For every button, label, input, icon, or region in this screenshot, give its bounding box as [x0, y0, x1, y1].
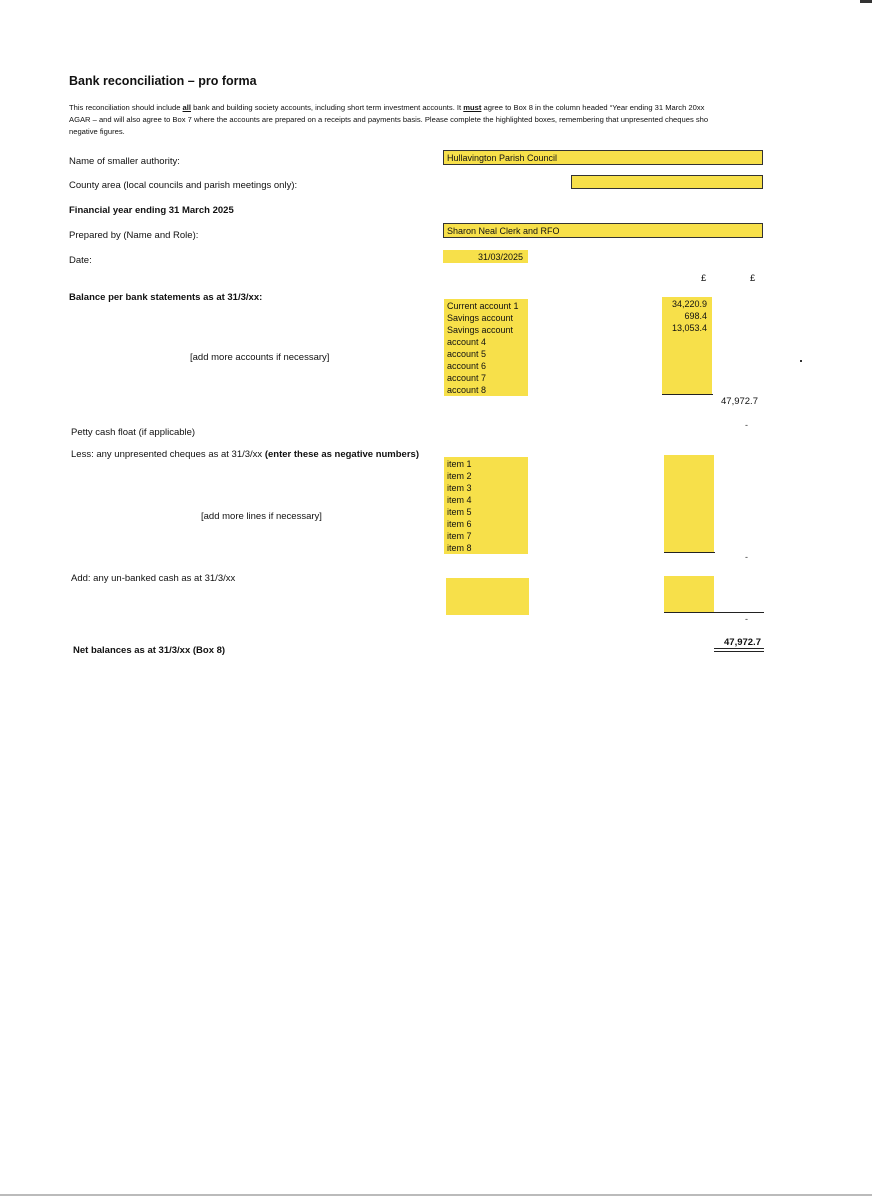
- account-name: account 4: [447, 337, 487, 347]
- cheque-item: item 8: [447, 543, 472, 553]
- account-name: account 7: [447, 373, 487, 383]
- financial-year: Financial year ending 31 March 2025: [69, 205, 234, 216]
- intro-line-3: negative figures.: [69, 127, 125, 136]
- county-label: County area (local councils and parish meetings only):: [69, 180, 298, 191]
- balance-total: 47,972.7: [721, 396, 758, 407]
- account-name: account 8: [447, 385, 487, 395]
- account-amount: 13,053.4: [671, 323, 707, 333]
- page-title: Bank reconciliation – pro forma: [69, 74, 257, 88]
- cheque-item: item 2: [447, 471, 472, 481]
- county-field[interactable]: [571, 175, 763, 189]
- scan-edge: [860, 0, 872, 3]
- intro-line-2: AGAR – and will also agree to Box 7 where the accounts are prepared on a receipts and payments basis. Please complete the highlighted boxes, remembering that unpresented cheques sho: [69, 115, 709, 124]
- account-name: account 6: [447, 361, 487, 371]
- account-amount: 698.4: [684, 311, 707, 321]
- currency-col-1: £: [701, 273, 707, 284]
- intro-text: [69, 102, 708, 138]
- net-value: 47,972.7: [724, 637, 761, 648]
- account-name: Savings account: [447, 313, 514, 323]
- petty-cash-label: Petty cash float (if applicable): [71, 427, 196, 438]
- authority-label: Name of smaller authority:: [69, 156, 180, 167]
- intro-line-1: This reconciliation should include all bank and building society accounts, including short term investment accounts. It must agree to Box 8 in the column headed “Year ending 31 March 20xx: [69, 103, 705, 112]
- unpresented-note: [add more lines if necessary]: [201, 511, 322, 522]
- cheque-item: item 6: [447, 519, 472, 529]
- cheque-item: item 7: [447, 531, 472, 541]
- cheque-amounts-box[interactable]: [664, 455, 714, 552]
- accounts-sum-line: [662, 394, 713, 395]
- account-name: Savings account: [447, 325, 514, 335]
- prepared-field[interactable]: Sharon Neal Clerk and RFO: [443, 223, 763, 238]
- accounts-names-box[interactable]: [444, 299, 528, 396]
- unbanked-sum-line: [664, 612, 764, 613]
- unbanked-amount-box[interactable]: [664, 576, 714, 612]
- balance-note: [add more accounts if necessary]: [190, 352, 330, 363]
- prepared-label: Prepared by (Name and Role):: [69, 230, 199, 241]
- cheque-item: item 5: [447, 507, 472, 517]
- account-name: account 5: [447, 349, 487, 359]
- unpresented-label: Less: any unpresented cheques as at 31/3/xx (enter these as negative numbers): [71, 449, 419, 460]
- cheque-item: item 4: [447, 495, 472, 505]
- currency-col-2: £: [750, 273, 756, 284]
- net-double-line-top: [714, 648, 764, 649]
- cheque-item: item 1: [447, 459, 472, 469]
- unbanked-total: -: [745, 614, 748, 624]
- scan-speck: [800, 360, 802, 362]
- unbanked-label: Add: any un-banked cash as at 31/3/xx: [71, 573, 236, 584]
- scan-edge: [0, 1194, 872, 1196]
- date-label: Date:: [69, 255, 92, 266]
- account-amount: 34,220.9: [671, 299, 707, 309]
- account-name: Current account 1: [447, 301, 519, 311]
- unbanked-name-box[interactable]: [446, 578, 529, 615]
- date-field[interactable]: 31/03/2025: [443, 250, 528, 263]
- net-double-line-bottom: [714, 651, 764, 652]
- cheque-items-box[interactable]: [444, 457, 528, 554]
- cheque-item: item 3: [447, 483, 472, 493]
- balance-label: Balance per bank statements as at 31/3/xx:: [69, 292, 263, 303]
- authority-field[interactable]: Hullavington Parish Council: [443, 150, 763, 165]
- unpresented-total: -: [745, 552, 748, 562]
- accounts-amounts-box[interactable]: [662, 297, 712, 394]
- petty-cash-value: -: [745, 420, 748, 430]
- cheques-sum-line: [664, 552, 715, 553]
- net-label: Net balances as at 31/3/xx (Box 8): [73, 645, 226, 656]
